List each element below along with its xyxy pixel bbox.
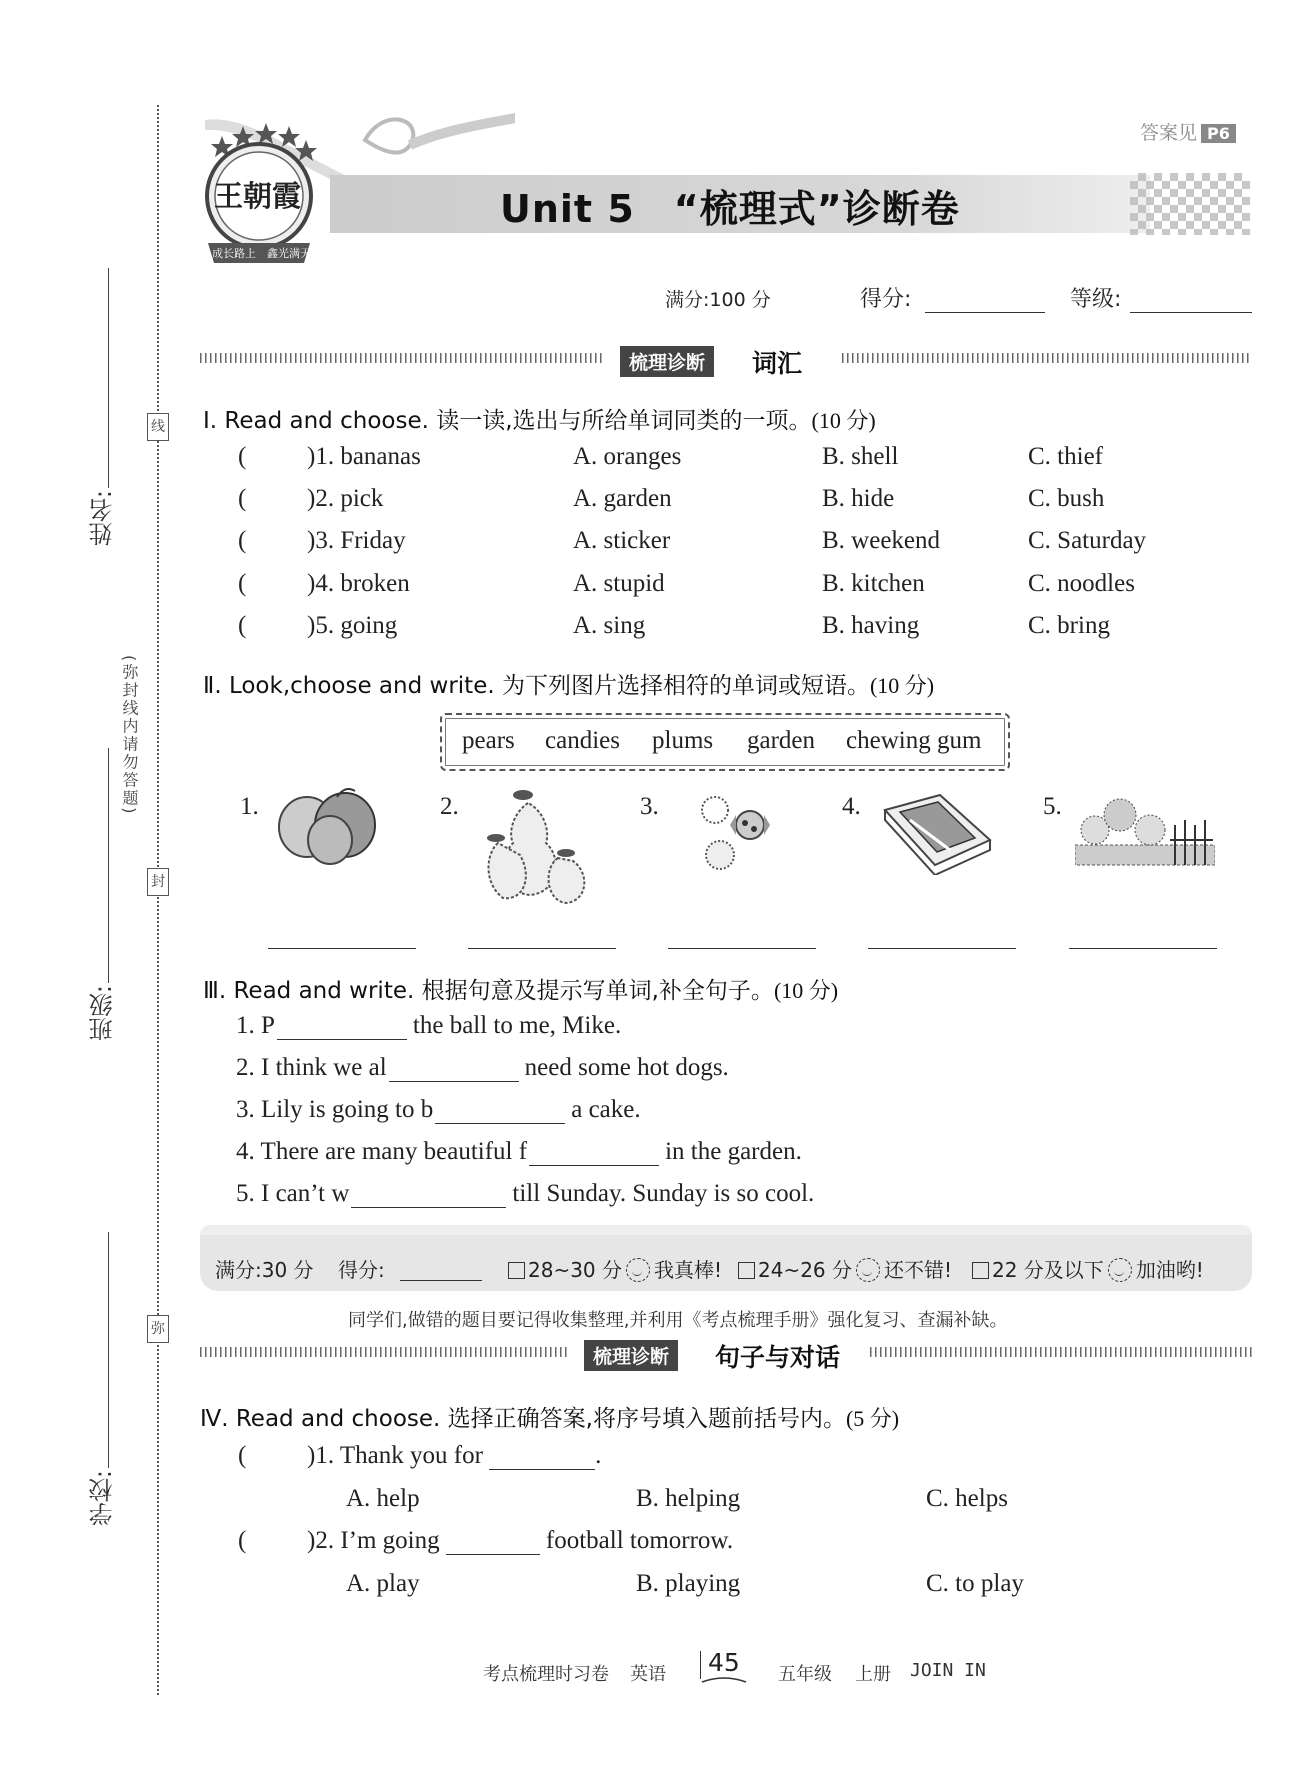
- q3-item-4-rest: in the garden.: [665, 1138, 802, 1165]
- picture-number: 1.: [240, 793, 259, 820]
- q3-item-2: [236, 1054, 729, 1082]
- q3-item-1-rest: the ball to me, Mike.: [412, 1012, 622, 1039]
- q3-item-5-prompt: 5. I can’t w: [236, 1180, 350, 1207]
- q1-bracket[interactable]: (: [238, 527, 247, 554]
- level-2-range: 24~26 分: [758, 1258, 853, 1282]
- q1-item-1-option-a: A. oranges: [573, 443, 682, 470]
- brand-logo: [198, 118, 320, 268]
- q4-bracket[interactable]: (: [238, 1527, 247, 1554]
- q1-item-5-option-b: B. having: [822, 612, 920, 639]
- q1-item-2-stem: )2. pick: [307, 485, 384, 512]
- q3-item-1-prompt: 1. P: [236, 1012, 275, 1039]
- q1-item-5-option-c: C. bring: [1028, 612, 1110, 639]
- q4-points: (5 分): [845, 1406, 900, 1431]
- checker-decoration: [1130, 173, 1250, 235]
- level-1[interactable]: [508, 1254, 722, 1283]
- picture-number: 2.: [440, 793, 459, 820]
- q1-item-2-option-b: B. hide: [822, 485, 895, 512]
- q4-item-2-blank[interactable]: [446, 1528, 540, 1555]
- section-tag: 梳理诊断: [620, 346, 714, 377]
- q4-item-1-stem: [307, 1442, 601, 1470]
- q1-item-1-stem: )1. bananas: [307, 443, 421, 470]
- question-2-heading: [203, 667, 934, 700]
- q1-item-5-stem: )5. going: [307, 612, 398, 639]
- q3-points: (10 分): [773, 978, 839, 1003]
- smiley-icon: [1108, 1258, 1132, 1282]
- plums-picture-icon: [275, 785, 380, 870]
- footer-edition: JOIN IN: [910, 1660, 986, 1681]
- q1-points: (10 分): [811, 408, 876, 433]
- level-3-message: 加油哟!: [1135, 1258, 1204, 1282]
- footer-grade: 五年级: [778, 1664, 832, 1685]
- garden-picture-icon: [1075, 785, 1215, 870]
- checkbox-icon[interactable]: [972, 1262, 989, 1279]
- q4-item-1-option-a: A. help: [346, 1485, 420, 1512]
- seal-mark-mi: 弥: [147, 1315, 169, 1343]
- q2-heading-text: Ⅱ. Look,choose and write. 为下列图片选择相符的单词或短语。: [203, 673, 870, 699]
- q3-item-2-prompt: 2. I think we al: [236, 1054, 387, 1081]
- q3-heading-text: Ⅲ. Read and write. 根据句意及提示写单词,补全句子。: [203, 978, 774, 1004]
- picture-number: 3.: [640, 793, 659, 820]
- name-field[interactable]: [108, 268, 109, 488]
- question-3-heading: [203, 972, 838, 1005]
- q4-item-2-stem: [307, 1527, 733, 1555]
- q1-item-4-option-a: A. stupid: [573, 570, 665, 597]
- section-divider-left: [200, 353, 605, 363]
- q1-bracket[interactable]: (: [238, 570, 247, 597]
- seal-mark-xian: 线: [147, 413, 169, 441]
- q4-item-2-option-a: A. play: [346, 1570, 420, 1597]
- answer-reference: [1140, 118, 1236, 145]
- seal-note: (弥封线内请勿答题): [120, 655, 139, 816]
- q1-heading-text: Ⅰ. Read and choose. 读一读,选出与所给单词同类的一项。: [203, 408, 812, 434]
- q3-item-4-blank[interactable]: [529, 1139, 659, 1166]
- word-bank: [440, 713, 1010, 771]
- q4-item-1-prompt: )1. Thank you for: [307, 1442, 483, 1469]
- q4-bracket[interactable]: (: [238, 1442, 247, 1469]
- footer-volume: 上册: [855, 1664, 891, 1685]
- q1-item-3-option-b: B. weekend: [822, 527, 941, 554]
- grade-field[interactable]: [1130, 312, 1252, 313]
- checkbox-icon[interactable]: [508, 1262, 525, 1279]
- q3-item-2-rest: need some hot dogs.: [524, 1054, 729, 1081]
- score-label: 得分:: [860, 287, 912, 312]
- q4-item-2-rest: football tomorrow.: [545, 1527, 734, 1554]
- q3-item-2-blank[interactable]: [389, 1055, 519, 1082]
- q1-item-3-option-a: A. sticker: [573, 527, 671, 554]
- q4-item-2-option-b: B. playing: [636, 1570, 741, 1597]
- question-1-heading: [203, 402, 876, 435]
- level-3[interactable]: [972, 1254, 1204, 1283]
- answer-line-1[interactable]: [268, 948, 416, 949]
- q3-item-4: [236, 1138, 802, 1166]
- q3-item-5: [236, 1180, 814, 1208]
- band-score-field[interactable]: [400, 1280, 482, 1281]
- pears-picture-icon: [468, 783, 593, 908]
- q1-item-2-option-c: C. bush: [1028, 485, 1105, 512]
- q3-item-3-prompt: 3. Lily is going to b: [236, 1096, 434, 1123]
- q1-bracket[interactable]: (: [238, 485, 247, 512]
- section-title-dialog: 句子与对话: [715, 1343, 841, 1372]
- page-number: 45: [708, 1648, 740, 1677]
- q4-item-1-blank[interactable]: [489, 1443, 595, 1470]
- logo-slogan: 成长路上 鑫光满天: [212, 247, 311, 260]
- answer-ref-label: 答案见: [1140, 122, 1198, 144]
- school-label: 学校:: [89, 1470, 117, 1527]
- footer-subject: 英语: [630, 1664, 666, 1685]
- word-bank-item: plums: [652, 727, 714, 754]
- page-number-swirl-icon: [700, 1676, 748, 1686]
- q3-item-1-blank[interactable]: [277, 1013, 407, 1040]
- q1-item-2-option-a: A. garden: [573, 485, 672, 512]
- word-bank-item: pears: [462, 727, 515, 754]
- school-field[interactable]: [108, 1232, 109, 1468]
- binding-dotted-line: [157, 105, 159, 1695]
- answer-line-5[interactable]: [1069, 948, 1217, 949]
- seal-mark-feng: 封: [147, 868, 169, 896]
- smiley-icon: [856, 1258, 880, 1282]
- q4-item-2-option-c: C. to play: [926, 1570, 1024, 1597]
- q1-item-3-stem: )3. Friday: [307, 527, 406, 554]
- level-2[interactable]: [738, 1254, 952, 1283]
- q4-heading-text: Ⅳ. Read and choose. 选择正确答案,将序号填入题前括号内。: [200, 1406, 846, 1432]
- q2-points: (10 分): [869, 673, 935, 698]
- q3-item-5-blank[interactable]: [351, 1181, 506, 1208]
- q1-bracket[interactable]: (: [238, 443, 247, 470]
- logo-name: 王朝霞: [214, 179, 302, 213]
- section-divider-right: [870, 1347, 1252, 1357]
- footer-divider: [700, 1651, 701, 1679]
- candies-picture-icon: [680, 785, 790, 880]
- section-title-vocab: 词汇: [752, 349, 803, 378]
- answer-line-4[interactable]: [868, 948, 1016, 949]
- class-label: 班级:: [89, 985, 117, 1042]
- page-title: Unit 5 “梳理式”诊断卷: [500, 187, 960, 231]
- q4-item-1-rest: .: [595, 1442, 602, 1469]
- picture-number: 4.: [842, 793, 861, 820]
- answer-line-3[interactable]: [668, 948, 816, 949]
- level-2-message: 还不错!: [884, 1258, 953, 1282]
- picture-number: 5.: [1043, 793, 1062, 820]
- q1-bracket[interactable]: (: [238, 612, 247, 639]
- q4-item-2-prompt: )2. I’m going: [307, 1527, 440, 1554]
- checkbox-icon[interactable]: [738, 1262, 755, 1279]
- q1-item-4-stem: )4. broken: [307, 570, 410, 597]
- review-note: 同学们,做错的题目要记得收集整理,并利用《考点梳理手册》强化复习、查漏补缺。: [348, 1310, 1008, 1331]
- score-field[interactable]: [925, 312, 1045, 313]
- q3-item-4-prompt: 4. There are many beautiful f: [236, 1138, 528, 1165]
- q4-item-1-option-b: B. helping: [636, 1485, 741, 1512]
- q1-item-1-option-c: C. thief: [1028, 443, 1103, 470]
- answer-line-2[interactable]: [468, 948, 616, 949]
- q3-item-1: [236, 1012, 621, 1040]
- q4-item-1-option-c: C. helps: [926, 1485, 1008, 1512]
- band-score-label: 得分:: [338, 1258, 385, 1282]
- chewing-gum-picture-icon: [880, 790, 995, 875]
- q3-item-3: [236, 1096, 641, 1124]
- q1-item-4-option-c: C. noodles: [1028, 570, 1135, 597]
- level-3-range: 22 分及以下: [992, 1258, 1104, 1282]
- q3-item-5-rest: till Sunday. Sunday is so cool.: [512, 1180, 815, 1207]
- q1-item-4-option-b: B. kitchen: [822, 570, 925, 597]
- section-divider-right: [842, 353, 1252, 363]
- q3-item-3-blank[interactable]: [435, 1097, 565, 1124]
- footer-book: 考点梳理时习卷: [483, 1664, 609, 1685]
- q1-item-1-option-b: B. shell: [822, 443, 899, 470]
- smiley-icon: [626, 1258, 650, 1282]
- section-tag: 梳理诊断: [584, 1340, 678, 1371]
- question-4-heading: [200, 1400, 899, 1433]
- word-bank-item: candies: [545, 727, 620, 754]
- q3-item-3-rest: a cake.: [571, 1096, 641, 1123]
- q1-item-5-option-a: A. sing: [573, 612, 646, 639]
- class-field[interactable]: [108, 748, 109, 983]
- section-divider-left: [200, 1347, 568, 1357]
- band-full-score: 满分:30 分: [215, 1258, 314, 1282]
- word-bank-item: chewing gum: [846, 727, 982, 754]
- grade-label: 等级:: [1070, 287, 1122, 312]
- word-bank-item: garden: [747, 727, 816, 754]
- answer-ref-page: P6: [1201, 124, 1236, 143]
- level-1-message: 我真棒!: [654, 1258, 723, 1282]
- full-score: 满分:100 分: [665, 289, 771, 311]
- level-1-range: 28~30 分: [528, 1258, 623, 1282]
- name-label: 姓名:: [89, 490, 117, 547]
- q1-item-3-option-c: C. Saturday: [1028, 527, 1147, 554]
